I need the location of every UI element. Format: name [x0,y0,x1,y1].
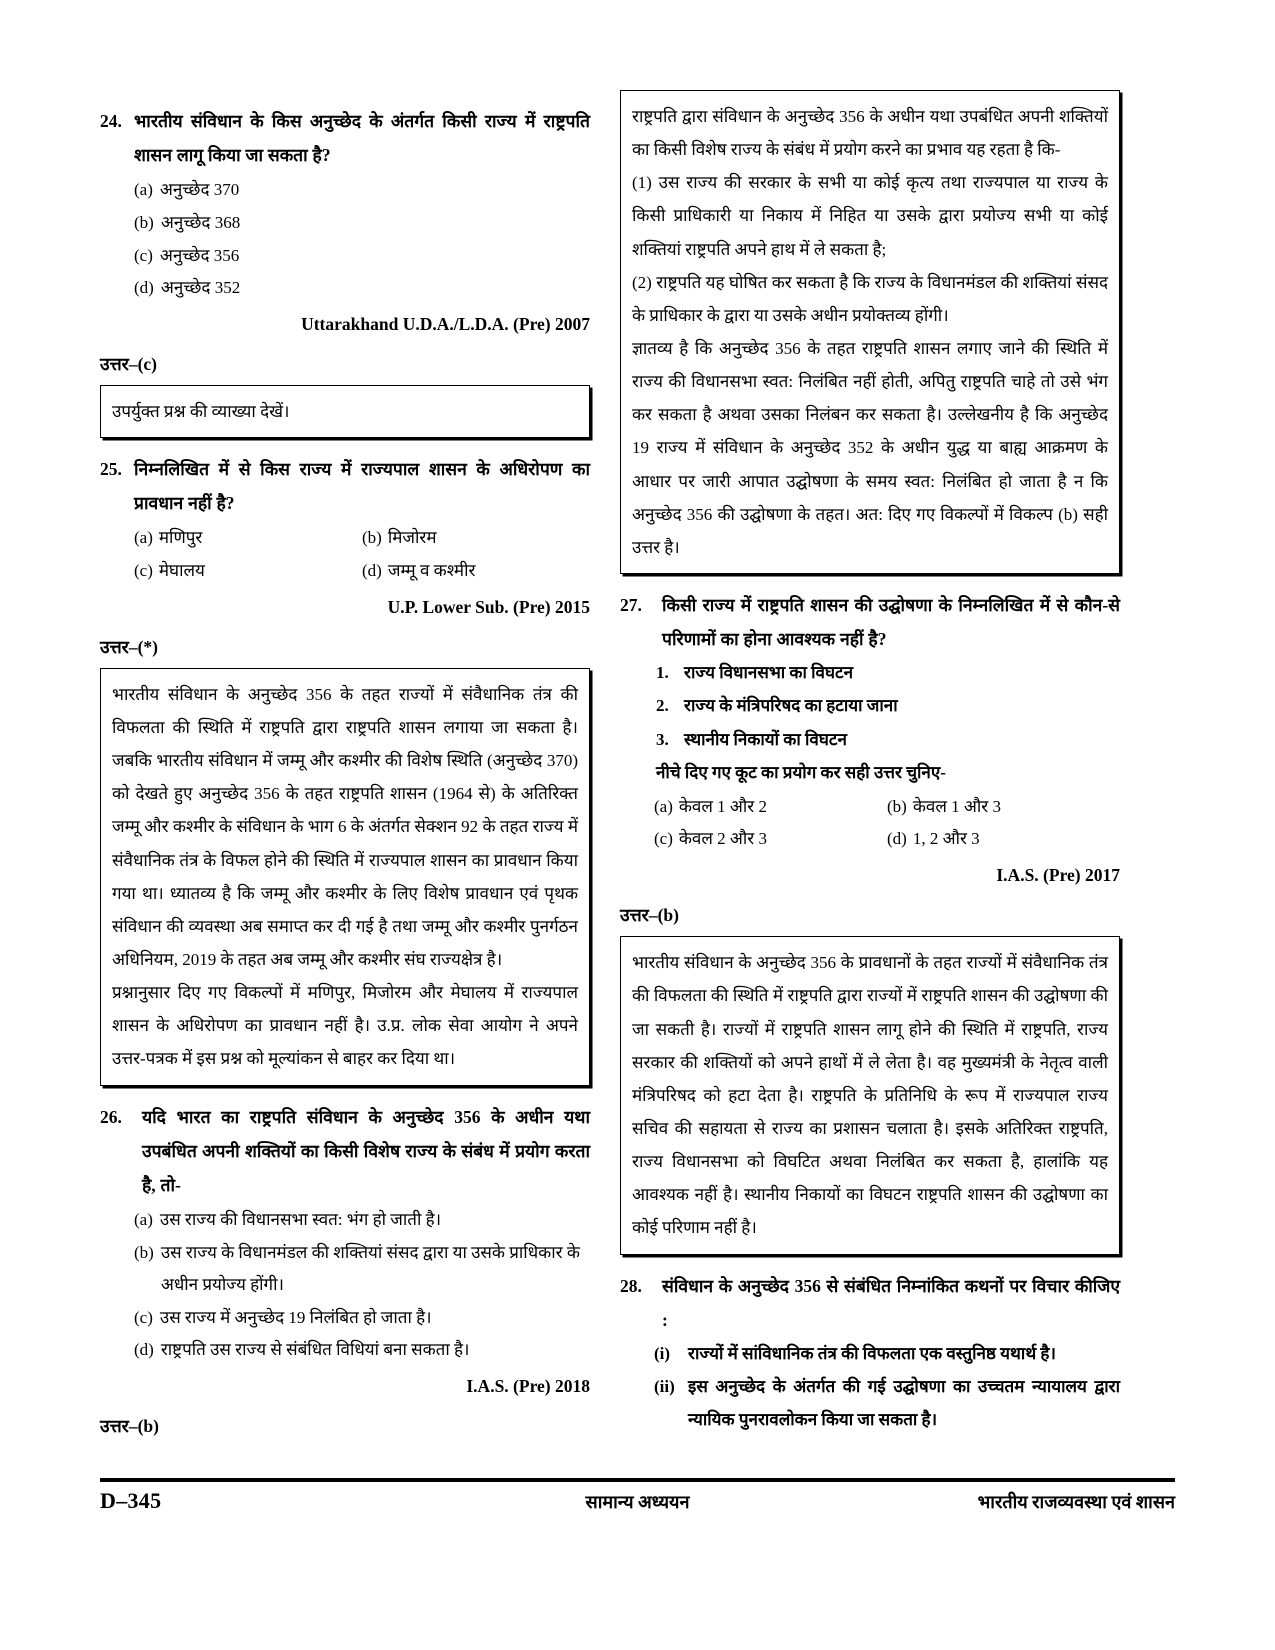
option-label: (a) [134,1209,153,1229]
option-label: (c) [654,829,673,849]
option-item[interactable] [887,823,1120,856]
question-24 [100,104,590,172]
option-item[interactable] [134,555,362,588]
option-item[interactable] [654,823,887,856]
option-item[interactable] [100,1204,590,1237]
option-value: मेघालय [158,561,205,581]
explanation-paragraph: ज्ञातव्य है कि अनुच्छेद 356 के तहत राष्ट्रपति शासन लगाए जाने की स्थिति में राज्य की विधानसभा स्वत: निलंबित नहीं होती, अपितु राष्ट्रपति चाहे तो उसे भंग कर सकता है अथवा उसका निलंबन कर सकता है। उल्लेखनीय है कि अनुच्छेद 19 राज्य में संविधान के अनुच्छेद 352 के अधीन युद्ध या बाह्य आक्रमण के आधार पर जारी आपात उद्घोषणा के समय स्वत: निलंबित हो जाता है न कि अनुच्छेद 356 की उद्घोषणा के तहत। अत: दिए गए विकल्पों में विकल्प (b) सही उत्तर है। [632,338,1108,557]
exam-source: Uttarakhand U.D.A./L.D.A. (Pre) 2007 [301,313,590,334]
option-item[interactable] [100,1334,590,1367]
question-text: संविधान के अनुच्छेद 356 से संबंधित निम्नांकित कथनों पर विचार कीजिए : [662,1275,1120,1330]
option-row [134,522,590,555]
explanation-paragraph: उपर्युक्त प्रश्न की व्याख्या देखें। [112,402,290,421]
question-text: भारतीय संविधान के किस अनुच्छेद के अंतर्गत किसी राज्य में राष्ट्रपति शासन लागू किया जा सकता है? [134,111,590,166]
page-footer [100,1488,1175,1514]
option-item[interactable] [100,207,590,240]
explanation-box-25 [100,668,590,1086]
option-label: (b) [887,796,907,816]
answer-label: उत्तर–(*) [100,636,158,657]
question-number: 28. [620,1275,642,1296]
option-label: (c) [134,245,153,265]
question-number: 27. [620,594,642,615]
option-item[interactable] [100,240,590,273]
footer-divider [100,1478,1175,1482]
exam-source: U.P. Lower Sub. (Pre) 2015 [387,596,590,617]
footer-topic: भारतीय राजव्यवस्था एवं शासन [977,1492,1175,1512]
statement-item [620,1337,1120,1370]
two-column-content [100,90,1120,1437]
option-row [134,555,590,588]
option-label: (d) [134,1340,154,1360]
footer-subject: सामान्य अध्ययन [585,1492,690,1512]
statement-label: 3. [656,729,669,749]
question-28 [620,1269,1120,1337]
statement-value: राज्य के मंत्रिपरिषद का हटाया जाना [684,696,898,716]
statement-label: 2. [656,696,669,716]
option-value: राष्ट्रपति उस राज्य से संबंधित विधियां बना सकता है। [160,1340,470,1360]
option-value: उस राज्य के विधानमंडल की शक्तियां संसद द्वारा या उसके प्राधिकार के अधीन प्रयोज्य होंगी। [160,1242,580,1295]
option-item[interactable] [654,791,887,824]
option-item[interactable] [100,1237,590,1302]
statement-item [620,656,1120,689]
options-grid-25 [100,522,590,587]
question-number: 25. [100,459,122,480]
answer-label: उत्तर–(c) [100,353,158,374]
explanation-paragraph: भारतीय संविधान के अनुच्छेद 356 के प्रावधानों के तहत राज्यों में संवैधानिक तंत्र की विफलता की स्थिति में राष्ट्रपति द्वारा राज्यों में राष्ट्रपति शासन की उद्घोषणा की जा सकती है। राज्यों में राष्ट्रपति शासन लागू होने की स्थिति में राष्ट्रपति, राज्य सरकार की शक्तियों को अपने हाथों में ले लेता है। वह मुख्यमंत्री के नेतृत्व वाली मंत्रिपरिषद को हटा देता है। राष्ट्रपति के प्रतिनिधि के रूप में राज्यपाल राज्य सचिव की सहायता से राज्य का प्रशासन चलाता है। इसके अतिरिक्त राष्ट्रपति, राज्य विधानसभा को विघटित अथवा निलंबित कर सकता है, हालांकि यह आवश्यक नहीं है। स्थानीय निकायों का विघटन राष्ट्रपति शासन की उद्घोषणा का कोई परिणाम नहीं है। [632,953,1108,1238]
option-value: केवल 1 और 3 [912,796,1001,816]
option-item[interactable] [362,555,590,588]
option-item[interactable] [134,522,362,555]
statement-item [620,689,1120,722]
option-value: अनुच्छेद 352 [160,278,241,298]
exam-source: I.A.S. (Pre) 2018 [466,1376,590,1397]
exam-source: I.A.S. (Pre) 2017 [996,865,1120,886]
option-row [654,823,1120,856]
option-label: (b) [134,212,154,232]
footer-page-code: D–345 [100,1488,162,1513]
statement-value: राज्यों में सांविधानिक तंत्र की विफलता एक वस्तुनिष्ठ यथार्थ है। [688,1343,1056,1363]
option-label: (d) [134,278,154,298]
option-label: (a) [134,180,153,200]
code-instruction: नीचे दिए गए कूट का प्रयोग कर सही उत्तर चुनिए- [656,762,946,782]
option-value: उस राज्य में अनुच्छेद 19 निलंबित हो जाता है। [159,1307,432,1327]
statement-value: राज्य विधानसभा का विघटन [684,663,854,683]
options-grid-27 [620,791,1120,856]
explanation-paragraph: (2) राष्ट्रपति यह घोषित कर सकता है कि राज्य के विधानमंडल की शक्तियां संसद के प्राधिकार के द्वारा या उसके अधीन प्रयोक्तव्य होंगी। [632,272,1108,325]
statement-label: 1. [656,663,669,683]
option-value: मिजोरम [387,528,437,548]
answer-label: उत्तर–(b) [620,905,679,926]
answer-label: उत्तर–(b) [100,1416,159,1437]
option-label: (a) [654,796,673,816]
option-value: केवल 2 और 3 [678,829,768,849]
options-list-26 [100,1204,590,1367]
question-number: 24. [100,111,122,131]
statement-value: स्थानीय निकायों का विघटन [684,729,847,749]
question-text: किसी राज्य में राष्ट्रपति शासन की उद्घोषणा के निम्नलिखित में से कौन-से परिणामों का होना आवश्यक नहीं है? [662,594,1120,650]
option-item[interactable] [100,174,590,207]
explanation-box-27 [620,936,1120,1254]
explanation-paragraph: राष्ट्रपति द्वारा संविधान के अनुच्छेद 356 के अधीन यथा उपबंधित अपनी शक्तियों का किसी विशेष राज्य के संबंध में प्रयोग करने का प्रभाव यह रहता है कि- [632,107,1108,160]
explanation-paragraph: भारतीय संविधान के अनुच्छेद 356 के तहत राज्यों में संवैधानिक तंत्र की विफलता की स्थिति में राष्ट्रपति द्वारा राष्ट्रपति शासन लगाया जा सकता है। जबकि भारतीय संविधान में जम्मू और कश्मीर की विशेष स्थिति (अनुच्छेद 370) को देखते हुए अनुच्छेद 356 के तहत राष्ट्रपति शासन (1964 से) के अतिरिक्त जम्मू और कश्मीर के संविधान के भाग 6 के अंतर्गत सेक्शन 92 के तहत राज्य में संवैधानिक तंत्र के विफल होने की स्थिति में राज्यपाल शासन का प्रावधान किया गया था। ध्यातव्य है कि जम्मू और कश्मीर के लिए विशेष प्रावधान एवं पृथक संविधान की व्यवस्था अब समाप्त कर दी गई है तथा जम्मू और कश्मीर पुनर्गठन अधिनियम, 2019 के तहत अब जम्मू और कश्मीर संघ राज्यक्षेत्र है। [112,684,578,970]
option-value: अनुच्छेद 370 [159,180,240,200]
option-value: अनुच्छेद 368 [160,212,241,232]
question-27 [620,588,1120,656]
right-column [620,90,1120,1430]
explanation-paragraph: प्रश्नानुसार दिए गए विकल्पों में मणिपुर, मिजोरम और मेघालय में राज्यपाल शासन के अधिरोपण का प्रावधान नहीं है। उ.प्र. लोक सेवा आयोग ने अपने उत्तर-पत्रक में इस प्रश्न को मूल्यांकन से बाहर कर दिया था। [112,983,578,1069]
option-label: (c) [134,1307,153,1327]
option-label: (d) [362,561,382,581]
option-value: उस राज्य की विधानसभा स्वत: भंग हो जाती है। [159,1209,442,1229]
option-value: केवल 1 और 2 [678,796,768,816]
statements-list-28 [620,1337,1120,1436]
option-row [654,791,1120,824]
options-list-24 [100,174,590,305]
question-25 [100,452,590,520]
option-item[interactable] [362,522,590,555]
left-column [100,90,600,1437]
option-label: (a) [134,528,153,548]
statement-item [620,723,1120,756]
option-item[interactable] [100,272,590,305]
explanation-paragraph: (1) उस राज्य की सरकार के सभी या कोई कृत्य तथा राज्यपाल या राज्य के किसी प्राधिकारी या निकाय में निहित या उसके द्वारा प्रयोज्य सभी या कोई शक्तियां राष्ट्रपति अपने हाथ में ले सकता है; [632,173,1108,259]
option-value: जम्मू व कश्मीर [387,561,476,581]
option-value: मणिपुर [158,528,203,548]
question-text: यदि भारत का राष्ट्रपति संविधान के अनुच्छेद 356 के अधीन यथा उपबंधित अपनी शक्तियों का किसी विशेष राज्य के संबंध में प्रयोग करता है, तो- [142,1106,590,1195]
option-item[interactable] [100,1302,590,1335]
question-26 [100,1100,590,1202]
option-value: अनुच्छेद 356 [159,245,240,265]
statement-label: (i) [654,1343,671,1363]
option-item[interactable] [887,791,1120,824]
explanation-box-26 [620,90,1120,574]
option-label: (b) [134,1242,154,1262]
explanation-box-24 [100,385,590,438]
option-label: (d) [887,829,907,849]
question-number: 26. [100,1106,122,1127]
statement-item [620,1370,1120,1436]
question-text: निम्नलिखित में से किस राज्य में राज्यपाल शासन के अधिरोपण का प्रावधान नहीं है? [134,459,590,514]
statements-list-27 [620,656,1120,755]
option-value: 1, 2 और 3 [912,829,980,849]
option-label: (c) [134,561,153,581]
option-label: (b) [362,528,382,548]
statement-label: (ii) [654,1376,675,1396]
statement-value: इस अनुच्छेद के अंतर्गत की गई उद्घोषणा का उच्चतम न्यायालय द्वारा न्यायिक पुनरावलोकन किया जा सकता है। [688,1376,1120,1430]
